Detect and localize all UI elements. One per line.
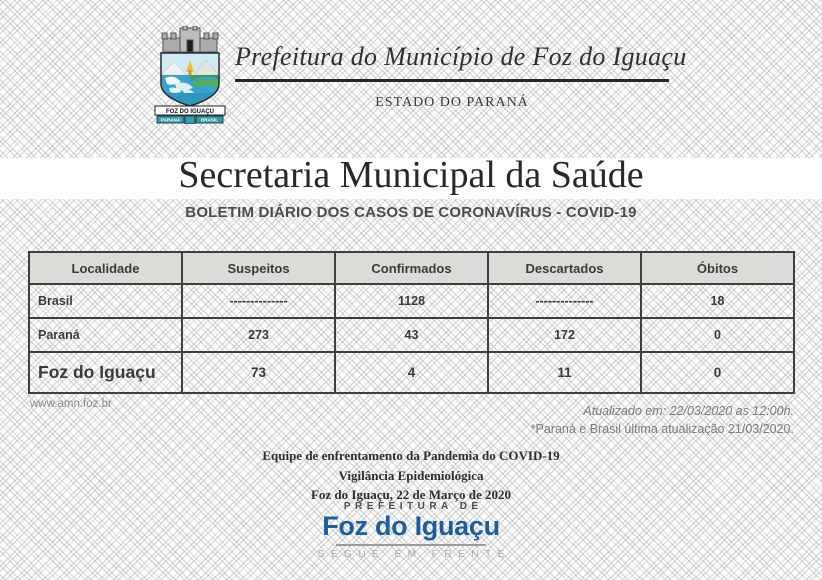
signature-line-1: Equipe de enfrentamento da Pandemia do COVID-19	[262, 448, 560, 463]
secretariat-title: Secretaria Municipal da Saúde	[178, 154, 644, 196]
signature-block	[0, 446, 822, 505]
signature-line-3: Foz do Iguaçu, 22 de Março de 2020	[310, 487, 512, 502]
website-url: www.amn.foz.br	[30, 398, 112, 410]
header	[235, 42, 687, 111]
logo-tagline: SEGUE EM FRENTE	[317, 548, 511, 560]
table-row-foz-do-iguacu	[29, 352, 794, 393]
cell-confirmados: 43	[335, 318, 488, 352]
cell-localidade: Brasil	[29, 284, 182, 318]
state-subtitle: ESTADO DO PARANÁ	[375, 95, 529, 110]
update-notes	[531, 404, 794, 436]
cell-suspeitos: 273	[182, 318, 335, 352]
col-header-descartados: Descartados	[488, 252, 641, 284]
city-hall-logo	[0, 501, 822, 560]
col-header-localidade: Localidade	[29, 252, 182, 284]
covid-cases-table	[28, 251, 795, 394]
municipality-title: Prefeitura do Município de Foz do Iguaçu	[235, 42, 687, 71]
crest-banner-text: FOZ DO IGUAÇU	[166, 109, 214, 115]
col-header-suspeitos: Suspeitos	[182, 252, 335, 284]
header-divider	[235, 79, 669, 82]
logo-top-text: PREFEITURA DE	[343, 501, 483, 512]
coat-of-arms-icon	[147, 26, 233, 124]
col-header-confirmados: Confirmados	[335, 252, 488, 284]
logo-city-name: Foz do Iguaçu	[322, 511, 500, 541]
cell-descartados: 172	[488, 318, 641, 352]
cell-obitos: 0	[641, 352, 794, 393]
cell-obitos: 18	[641, 284, 794, 318]
col-header-obitos: Óbitos	[641, 252, 794, 284]
cell-obitos: 0	[641, 318, 794, 352]
cell-localidade: Paraná	[29, 318, 182, 352]
cell-suspeitos: 73	[182, 352, 335, 393]
asterisk-note: *Paraná e Brasil última atualização 21/03/2020.	[530, 422, 794, 436]
cell-descartados: 11	[488, 352, 641, 393]
cell-confirmados: 4	[335, 352, 488, 393]
signature-line-2: Vigilância Epidemiológica	[338, 467, 484, 483]
updated-at-note: Atualizado em: 22/03/2020 as 12:00h.	[583, 404, 794, 418]
cell-suspeitos: --------------	[182, 284, 335, 318]
bulletin-title: BOLETIM DIÁRIO DOS CASOS DE CORONAVÍRUS - COVID-19	[185, 204, 637, 221]
crest-ribbon-left-text: PARANÁ	[160, 117, 181, 123]
table-row-parana	[29, 318, 794, 352]
crest-ribbon-right-text: BRASIL	[200, 117, 219, 123]
cell-localidade: Foz do Iguaçu	[29, 352, 182, 393]
logo-divider	[336, 544, 486, 546]
cell-confirmados: 1128	[335, 284, 488, 318]
table-header-row	[29, 252, 794, 284]
table-row-brasil	[29, 284, 794, 318]
cell-descartados: --------------	[488, 284, 641, 318]
